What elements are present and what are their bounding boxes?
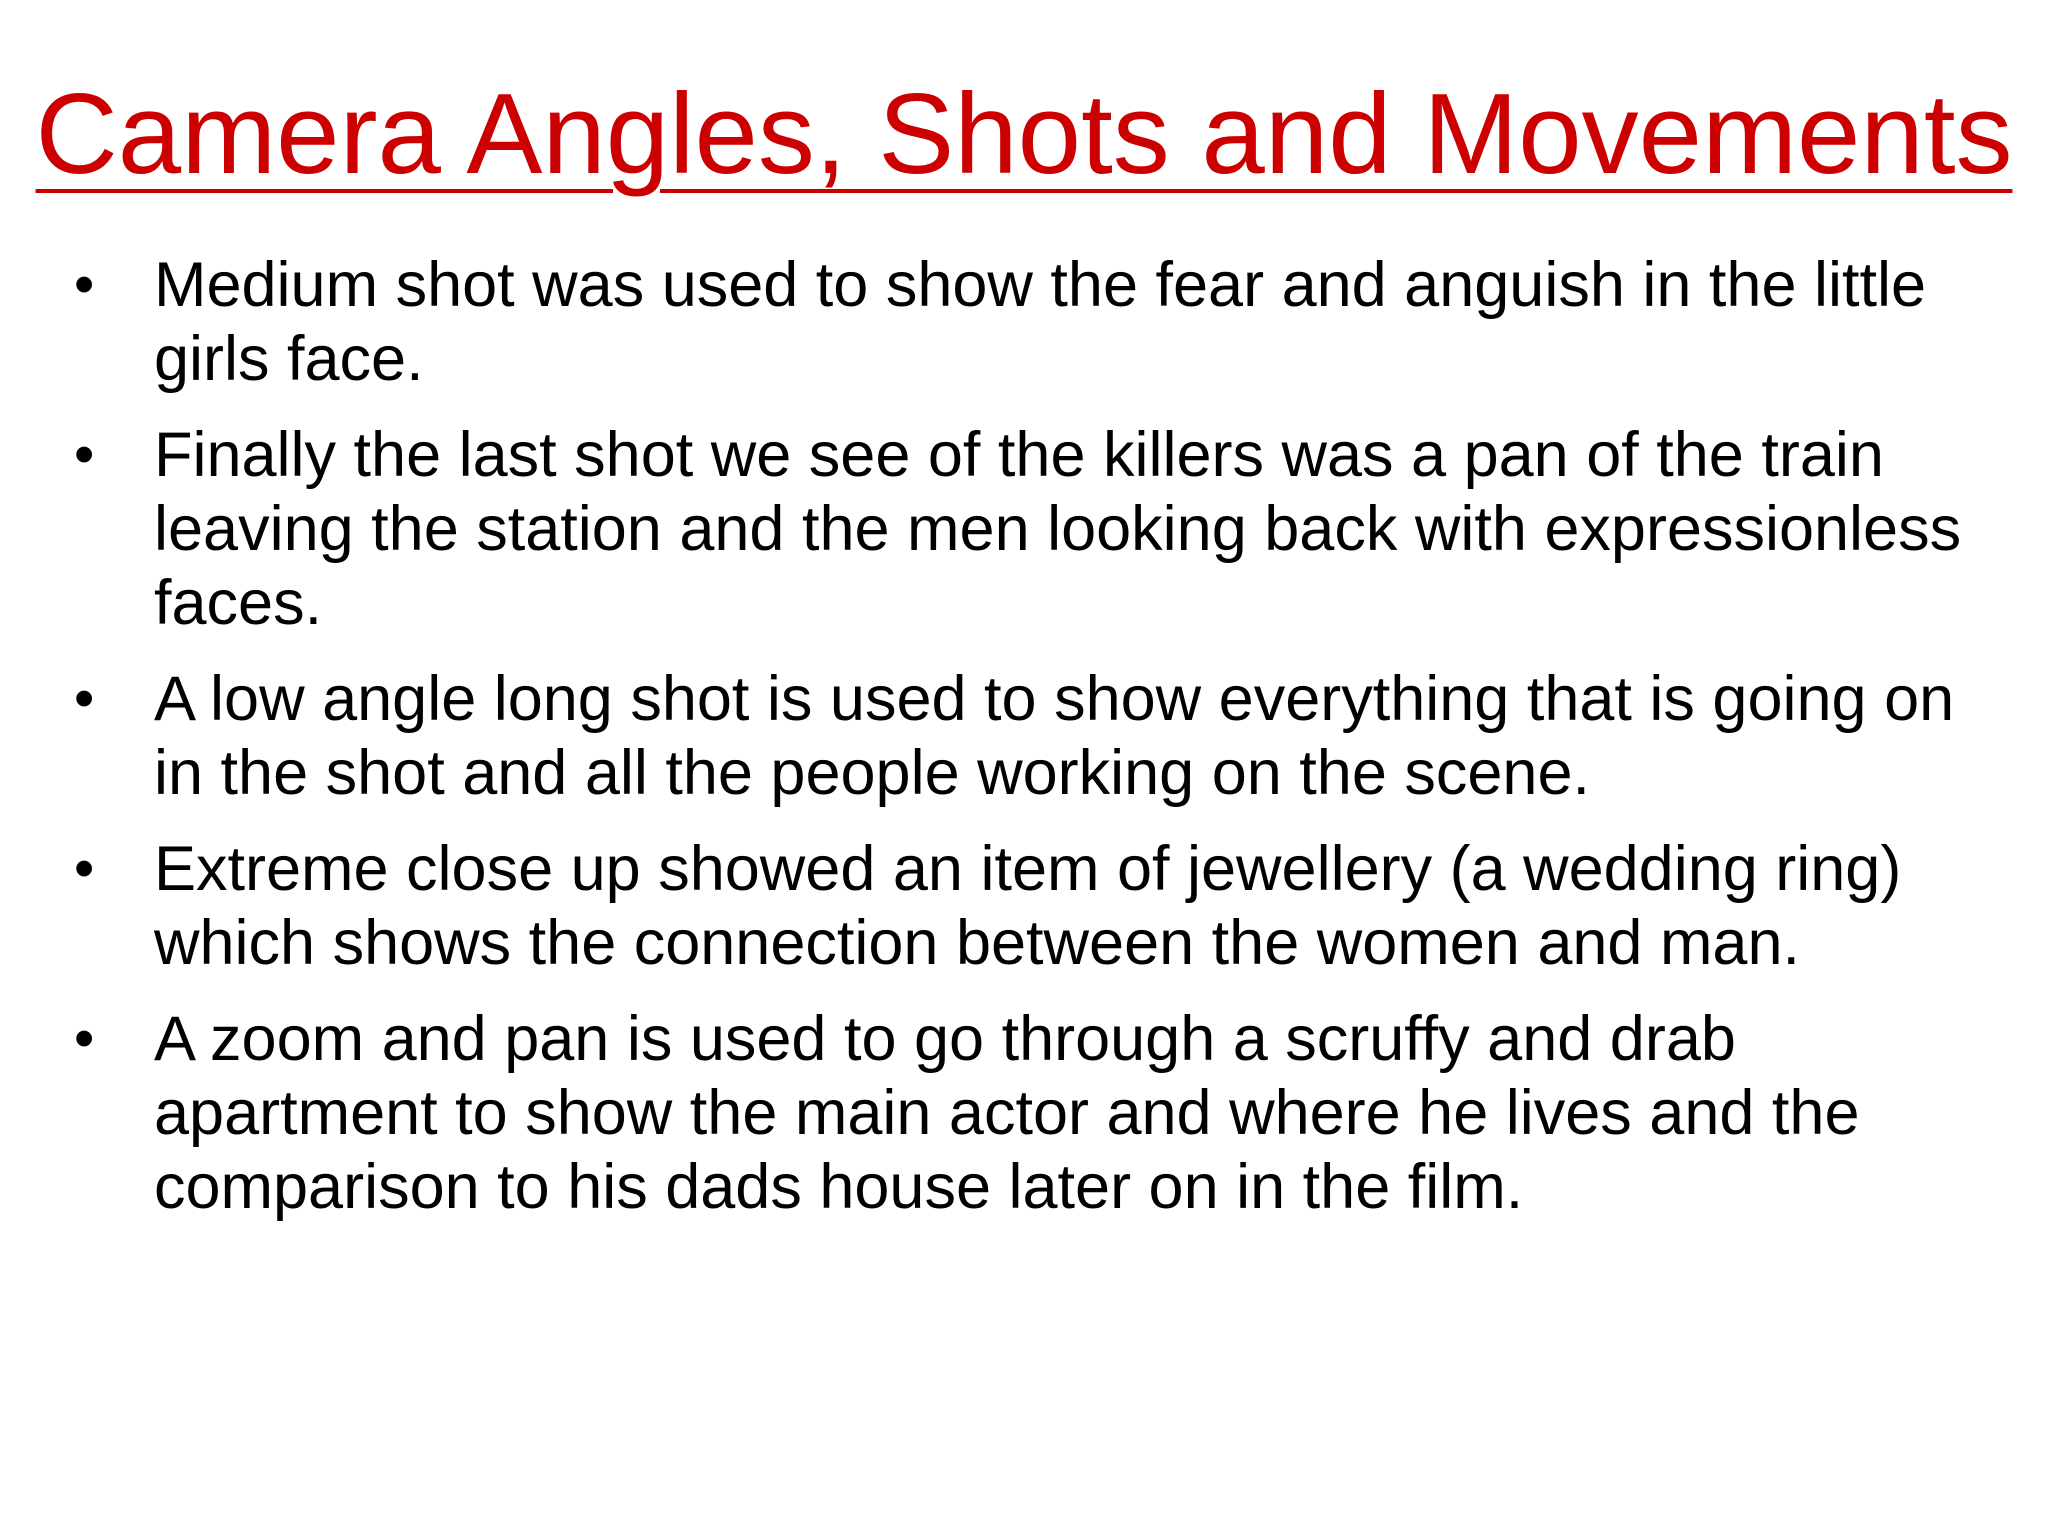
bullet-item [0, 418, 2048, 640]
bullet-text: Finally the last shot we see of the killers was a pan of the train leaving the station and the men looking back with expressionless faces. [154, 420, 1962, 638]
bullet-dot-icon: • [74, 836, 95, 901]
bullet-text: A low angle long shot is used to show everything that is going on in the shot and all the people working on the scene. [154, 664, 1955, 808]
bullet-dot-icon: • [74, 666, 95, 731]
bullet-list [0, 248, 2048, 1246]
bullet-item [0, 248, 2048, 396]
bullet-text: Medium shot was used to show the fear and anguish in the little girls face. [154, 250, 1927, 394]
bullet-text: Extreme close up showed an item of jewellery (a wedding ring) which shows the connection between the women and man. [154, 834, 1902, 978]
bullet-dot-icon: • [74, 252, 95, 317]
bullet-text: A zoom and pan is used to go through a scruffy and drab apartment to show the main actor and where he lives and the comparison to his dads house later on in the film. [154, 1004, 1860, 1222]
bullet-item [0, 1002, 2048, 1224]
bullet-dot-icon: • [74, 1006, 95, 1071]
bullet-item [0, 662, 2048, 810]
slide-title: Camera Angles, Shots and Movements [35, 71, 2013, 198]
bullet-dot-icon: • [74, 422, 95, 487]
bullet-item [0, 832, 2048, 980]
